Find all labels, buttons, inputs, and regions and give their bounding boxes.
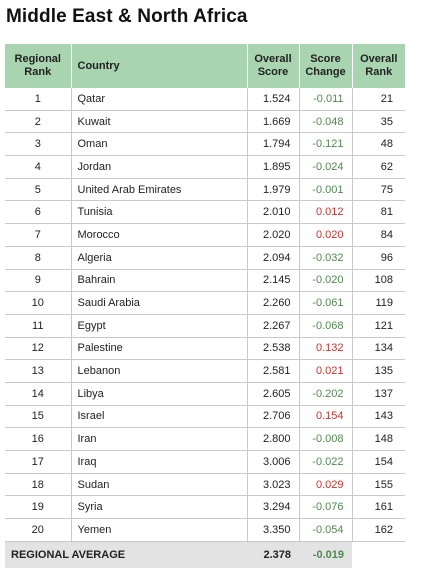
overall-rank-cell: 135 — [352, 360, 405, 383]
table-row — [5, 292, 405, 315]
regional-rank-cell: 2 — [5, 110, 71, 133]
regional-rank-cell: 8 — [5, 246, 71, 269]
score-change-cell: -0.068 — [299, 314, 352, 337]
regional-rank-cell: 12 — [5, 337, 71, 360]
score-change-cell: -0.011 — [299, 88, 352, 110]
regional-average-empty — [352, 541, 405, 568]
country-cell: Libya — [71, 382, 247, 405]
country-cell: United Arab Emirates — [71, 178, 247, 201]
country-cell: Qatar — [71, 88, 247, 110]
overall-rank-cell: 48 — [352, 133, 405, 156]
table-row — [5, 473, 405, 496]
country-cell: Morocco — [71, 224, 247, 247]
table-row — [5, 428, 405, 451]
score-change-cell: -0.202 — [299, 382, 352, 405]
table-row — [5, 360, 405, 383]
score-change-cell: -0.048 — [299, 110, 352, 133]
regional-rank-cell: 5 — [5, 178, 71, 201]
country-cell: Egypt — [71, 314, 247, 337]
table-header-row — [5, 44, 405, 88]
regional-rank-cell: 6 — [5, 201, 71, 224]
overall-rank-cell: 148 — [352, 428, 405, 451]
overall-score-cell: 2.800 — [247, 428, 299, 451]
country-cell: Sudan — [71, 473, 247, 496]
score-change-cell: -0.076 — [299, 496, 352, 519]
overall-score-cell: 2.605 — [247, 382, 299, 405]
overall-score-cell: 2.706 — [247, 405, 299, 428]
overall-rank-cell: 143 — [352, 405, 405, 428]
score-change-cell: -0.022 — [299, 451, 352, 474]
table-row — [5, 337, 405, 360]
country-cell: Syria — [71, 496, 247, 519]
overall-rank-cell: 21 — [352, 88, 405, 110]
table-row — [5, 88, 405, 110]
country-cell: Israel — [71, 405, 247, 428]
score-change-cell: -0.054 — [299, 519, 352, 542]
regional-rank-cell: 9 — [5, 269, 71, 292]
regional-rank-cell: 10 — [5, 292, 71, 315]
regional-rank-cell: 13 — [5, 360, 71, 383]
header-overall-score: Overall Score — [247, 44, 299, 88]
ranking-table — [5, 44, 405, 568]
score-change-cell: -0.121 — [299, 133, 352, 156]
score-change-cell: -0.020 — [299, 269, 352, 292]
table-row — [5, 133, 405, 156]
overall-score-cell: 3.006 — [247, 451, 299, 474]
regional-rank-cell: 16 — [5, 428, 71, 451]
overall-rank-cell: 62 — [352, 156, 405, 179]
score-change-cell: -0.061 — [299, 292, 352, 315]
regional-average-change: -0.019 — [299, 541, 352, 568]
regional-rank-cell: 20 — [5, 519, 71, 542]
overall-score-cell: 2.094 — [247, 246, 299, 269]
table-row — [5, 496, 405, 519]
overall-rank-cell: 134 — [352, 337, 405, 360]
regional-rank-cell: 18 — [5, 473, 71, 496]
country-cell: Iraq — [71, 451, 247, 474]
overall-rank-cell: 121 — [352, 314, 405, 337]
overall-score-cell: 3.350 — [247, 519, 299, 542]
header-regional-rank: Regional Rank — [5, 44, 71, 88]
score-change-cell: 0.020 — [299, 224, 352, 247]
regional-average-score: 2.378 — [247, 541, 299, 568]
country-cell: Jordan — [71, 156, 247, 179]
table-row — [5, 110, 405, 133]
overall-rank-cell: 96 — [352, 246, 405, 269]
score-change-cell: 0.021 — [299, 360, 352, 383]
overall-score-cell: 1.895 — [247, 156, 299, 179]
table-row — [5, 519, 405, 542]
country-cell: Kuwait — [71, 110, 247, 133]
country-cell: Yemen — [71, 519, 247, 542]
overall-rank-cell: 137 — [352, 382, 405, 405]
overall-rank-cell: 119 — [352, 292, 405, 315]
table-row — [5, 382, 405, 405]
table-body — [5, 88, 405, 568]
regional-rank-cell: 11 — [5, 314, 71, 337]
overall-score-cell: 1.794 — [247, 133, 299, 156]
overall-score-cell: 1.979 — [247, 178, 299, 201]
table-row — [5, 201, 405, 224]
country-cell: Lebanon — [71, 360, 247, 383]
score-change-cell: -0.024 — [299, 156, 352, 179]
overall-rank-cell: 35 — [352, 110, 405, 133]
overall-score-cell: 1.524 — [247, 88, 299, 110]
overall-rank-cell: 161 — [352, 496, 405, 519]
overall-score-cell: 2.267 — [247, 314, 299, 337]
overall-score-cell: 3.023 — [247, 473, 299, 496]
overall-score-cell: 1.669 — [247, 110, 299, 133]
table-row — [5, 314, 405, 337]
table-row — [5, 156, 405, 179]
regional-rank-cell: 1 — [5, 88, 71, 110]
header-overall-rank: Overall Rank — [352, 44, 405, 88]
country-cell: Palestine — [71, 337, 247, 360]
score-change-cell: -0.001 — [299, 178, 352, 201]
country-cell: Algeria — [71, 246, 247, 269]
header-country: Country — [71, 44, 247, 88]
overall-rank-cell: 155 — [352, 473, 405, 496]
score-change-cell: 0.132 — [299, 337, 352, 360]
table-row — [5, 405, 405, 428]
overall-score-cell: 2.581 — [247, 360, 299, 383]
country-cell: Iran — [71, 428, 247, 451]
country-cell: Bahrain — [71, 269, 247, 292]
overall-score-cell: 2.260 — [247, 292, 299, 315]
overall-rank-cell: 162 — [352, 519, 405, 542]
table-row — [5, 451, 405, 474]
overall-score-cell: 2.020 — [247, 224, 299, 247]
table-row — [5, 224, 405, 247]
overall-rank-cell: 75 — [352, 178, 405, 201]
score-change-cell: -0.008 — [299, 428, 352, 451]
regional-rank-cell: 3 — [5, 133, 71, 156]
score-change-cell: 0.012 — [299, 201, 352, 224]
regional-rank-cell: 15 — [5, 405, 71, 428]
overall-rank-cell: 84 — [352, 224, 405, 247]
score-change-cell: 0.029 — [299, 473, 352, 496]
page-title: Middle East & North Africa — [6, 6, 248, 27]
score-change-cell: -0.032 — [299, 246, 352, 269]
regional-rank-cell: 7 — [5, 224, 71, 247]
overall-score-cell: 2.538 — [247, 337, 299, 360]
regional-rank-cell: 14 — [5, 382, 71, 405]
table-row — [5, 246, 405, 269]
overall-score-cell: 2.010 — [247, 201, 299, 224]
overall-rank-cell: 108 — [352, 269, 405, 292]
regional-rank-cell: 19 — [5, 496, 71, 519]
header-score-change: Score Change — [299, 44, 352, 88]
overall-rank-cell: 81 — [352, 201, 405, 224]
overall-score-cell: 2.145 — [247, 269, 299, 292]
overall-score-cell: 3.294 — [247, 496, 299, 519]
country-cell: Oman — [71, 133, 247, 156]
overall-rank-cell: 154 — [352, 451, 405, 474]
country-cell: Saudi Arabia — [71, 292, 247, 315]
table-row — [5, 178, 405, 201]
regional-average-label: REGIONAL AVERAGE — [5, 541, 247, 568]
table-row — [5, 269, 405, 292]
country-cell: Tunisia — [71, 201, 247, 224]
regional-average-row — [5, 541, 405, 568]
regional-rank-cell: 4 — [5, 156, 71, 179]
score-change-cell: 0.154 — [299, 405, 352, 428]
regional-rank-cell: 17 — [5, 451, 71, 474]
